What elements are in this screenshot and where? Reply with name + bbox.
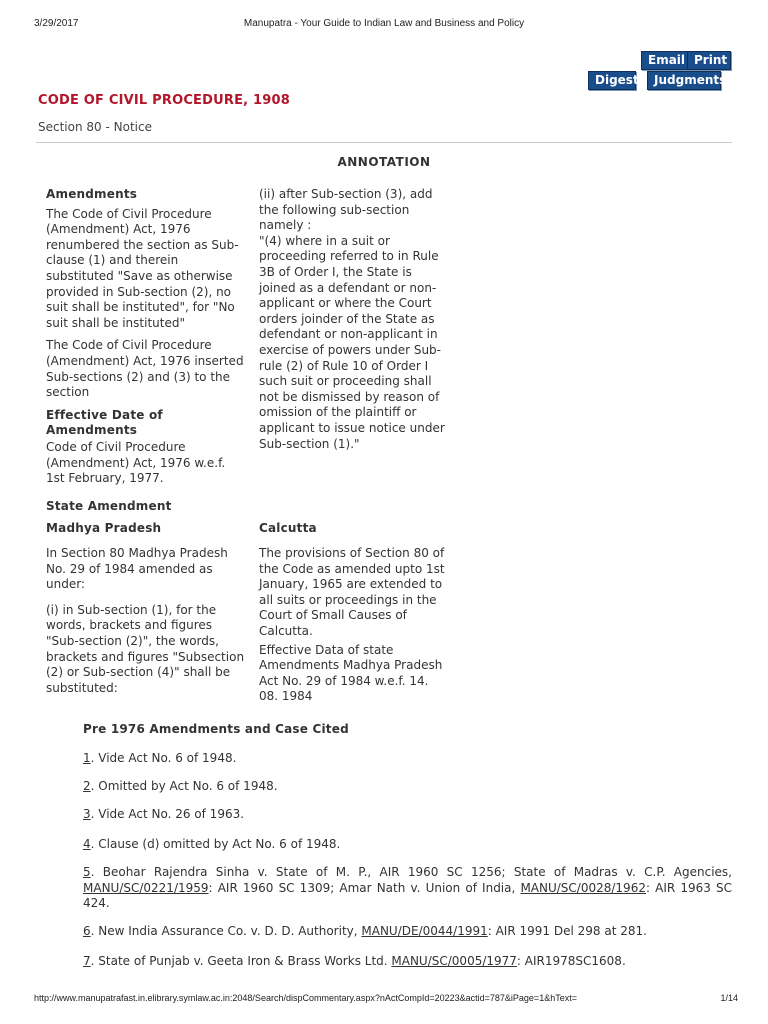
footnote-5-text-c: : AIR 1963 SC 424. xyxy=(83,880,733,910)
page-number: 1/14 xyxy=(720,993,738,1003)
madhya-pradesh-paragraph-2: (i) in Sub-section (1), for the words, brackets and figures "Sub-section (2)", the words, brackets and figures "Subsection (2) or Sub-section (4)" shall be substituted: xyxy=(46,602,245,695)
effective-date-heading: Effective Date of Amendments xyxy=(46,407,163,438)
code-title: CODE OF CIVIL PROCEDURE, 1908 xyxy=(38,93,291,108)
calcutta-paragraph-2: Effective Data of state Amendments Madhya Pradesh Act No. 29 of 1984 w.e.f. 14. 08. 1984 xyxy=(259,642,443,704)
footnote-4-text: . Clause (d) omitted by Act No. 6 of 1948. xyxy=(90,837,341,851)
footnote-4-link[interactable]: 4 xyxy=(83,837,91,851)
print-date: 3/29/2017 xyxy=(34,18,79,29)
amendments-paragraph-2: The Code of Civil Procedure (Amendment) Act, 1976 inserted Sub-sections (2) and (3) to the section xyxy=(46,338,244,400)
citation-link-manu-sc-0005-1977[interactable]: MANU/SC/0005/1977 xyxy=(391,954,517,968)
sub-section-column xyxy=(259,187,449,452)
amendments-column xyxy=(46,187,246,487)
madhya-pradesh-column xyxy=(46,546,246,696)
effective-date-text: Code of Civil Procedure (Amendment) Act, 1976 w.e.f. 1st February, 1977. xyxy=(46,439,226,486)
state-amendment-heading: State Amendment xyxy=(46,499,172,513)
print-page-title: Manupatra - Your Guide to Indian Law and Business and Policy xyxy=(243,18,525,29)
calcutta-column xyxy=(259,546,449,705)
footnote-5-text-a: . Beohar Rajendra Sinha v. State of M. P., AIR 1960 SC 1256; State of Madras v. C.P. Agencies, xyxy=(90,865,732,879)
judgments-button[interactable]: Judgments xyxy=(647,71,721,90)
footnote-1 xyxy=(83,751,732,767)
print-button[interactable]: Print xyxy=(687,51,731,70)
footnote-5-text-b: : AIR 1960 SC 1309; Amar Nath v. Union of India, xyxy=(208,880,521,895)
footnote-7-text-b: : AIR1978SC1608. xyxy=(516,954,626,968)
digest-button[interactable]: Digest xyxy=(588,71,636,90)
footnote-5-link[interactable]: 5 xyxy=(83,865,91,879)
section-title: Section 80 - Notice xyxy=(38,120,152,134)
footnote-7-text-a: . State of Punjab v. Geeta Iron & Brass Works Ltd. xyxy=(90,954,392,968)
footnote-7-link[interactable]: 7 xyxy=(83,954,91,968)
amendments-paragraph-1: The Code of Civil Procedure (Amendment) Act, 1976 renumbered the section as Sub-clause (1) and therein substituted "Save as otherwise provided in Sub-section (2), no suit shall be instituted", for "No suit shall be instituted" xyxy=(46,206,239,330)
footnote-7 xyxy=(83,954,732,970)
footnote-5 xyxy=(83,865,732,912)
footnote-2-text: . Omitted by Act No. 6 of 1948. xyxy=(90,779,278,793)
annotation-heading xyxy=(0,155,768,169)
footnote-4 xyxy=(83,837,732,853)
footnote-3-text: . Vide Act No. 26 of 1963. xyxy=(90,807,245,821)
sub-section-text: "(4) where in a suit or proceeding referred to in Rule 3B of Order I, the State is joined as a defendant or non-applicant or where the Court orders joinder of the State as defendant or non-applicant in exercise of powers under Sub-rule (2) of Rule 10 of Order I such suit or proceeding shall not be dismissed by reason of omission of the plaintiff or applicant to issue notice under Sub-section (1)." xyxy=(259,233,445,451)
footnote-6-text-a: . New India Assurance Co. v. D. D. Authority, xyxy=(90,924,362,938)
calcutta-paragraph-1: The provisions of Section 80 of the Code as amended upto 1st January, 1965 are extended to all suits or proceedings in the Court of Small Causes of Calcutta. xyxy=(259,546,445,638)
sub-section-intro: (ii) after Sub-section (3), add the following sub-section namely : xyxy=(259,187,433,233)
divider xyxy=(36,142,732,143)
footnote-1-text: . Vide Act No. 6 of 1948. xyxy=(90,751,237,765)
madhya-pradesh-paragraph-1: In Section 80 Madhya Pradesh No. 29 of 1984 amended as under: xyxy=(46,546,228,592)
citation-link-manu-de-0044-1991[interactable]: MANU/DE/0044/1991 xyxy=(361,924,488,938)
pre-1976-heading: Pre 1976 Amendments and Case Cited xyxy=(83,722,349,736)
citation-link-manu-sc-0221-1959[interactable]: MANU/SC/0221/1959 xyxy=(83,880,209,895)
amendments-heading: Amendments xyxy=(46,187,138,201)
footnote-1-link[interactable]: 1 xyxy=(83,751,91,765)
footnote-3-link[interactable]: 3 xyxy=(83,807,91,821)
footnote-3 xyxy=(83,807,732,823)
footnote-2-link[interactable]: 2 xyxy=(83,779,91,793)
footnote-6 xyxy=(83,924,732,940)
print-url: http://www.manupatrafast.in.elibrary.symlaw.ac.in:2048/Search/dispCommentary.aspx?nActCompId=20223&actid=787&iPage=1&hText= xyxy=(34,993,577,1003)
footnote-6-link[interactable]: 6 xyxy=(83,924,91,938)
calcutta-heading: Calcutta xyxy=(259,521,317,535)
email-button[interactable]: Email xyxy=(641,51,689,70)
annotation-heading-text: ANNOTATION xyxy=(337,155,431,169)
footnote-2 xyxy=(83,779,732,795)
footnote-6-text-b: : AIR 1991 Del 298 at 281. xyxy=(487,924,647,938)
madhya-pradesh-heading: Madhya Pradesh xyxy=(46,521,162,535)
citation-link-manu-sc-0028-1962[interactable]: MANU/SC/0028/1962 xyxy=(520,880,646,895)
